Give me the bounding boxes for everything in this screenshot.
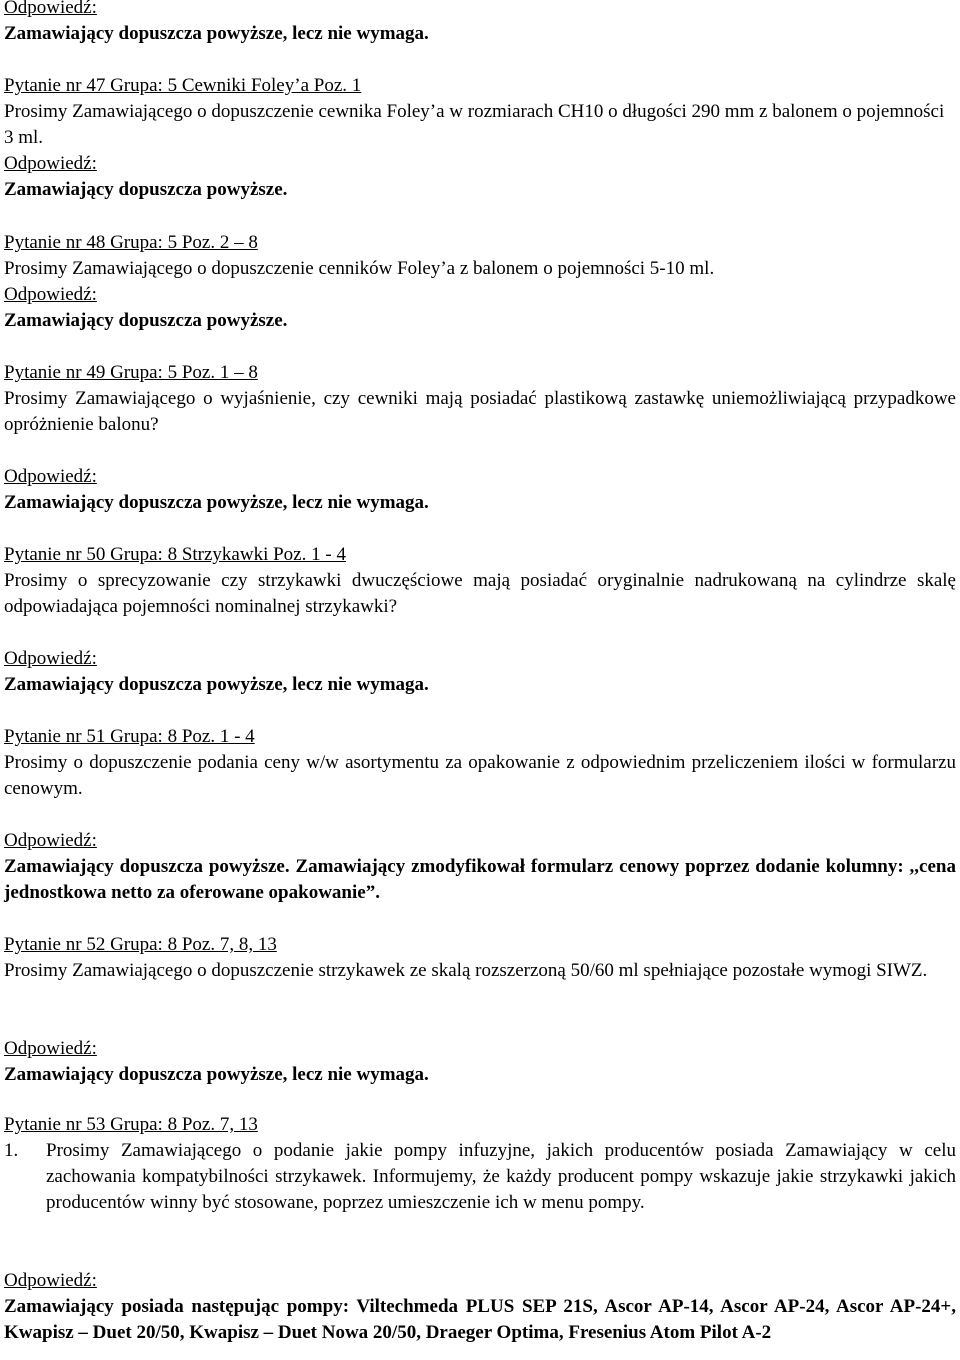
answer-50-block [4, 646, 956, 698]
question-text: Prosimy o dopuszczenie podania ceny w/w asortymentu za opakowanie z odpowiednim przeliczeniem ilości w formularzu cenowym. [4, 752, 956, 799]
question-text: Prosimy Zamawiającego o dopuszczenie strzykawek ze skalą rozszerzoną 50/60 ml spełniające pozostałe wymogi SIWZ. [4, 960, 928, 981]
question-heading: Pytanie nr 52 Grupa: 8 Poz. 7, 8, 13 [4, 934, 277, 955]
answer-label: Odpowiedź: [4, 284, 97, 305]
question-heading: Pytanie nr 51 Grupa: 8 Poz. 1 - 4 [4, 726, 255, 747]
answer-text: Zamawiający dopuszcza powyższe, lecz nie wymaga. [4, 1064, 429, 1085]
question-52-block [4, 932, 956, 984]
answer-label: Odpowiedź: [4, 648, 97, 669]
question-text: Prosimy Zamawiającego o dopuszczenie cewnika Foley’a w rozmiarach CH10 o długości 290 mm z balonem o pojemności 3 ml. [4, 101, 945, 148]
previous-answer-block [4, 0, 956, 47]
answer-label: Odpowiedź: [4, 830, 97, 851]
answer-text: Zamawiający dopuszcza powyższe. [4, 310, 288, 331]
answer-49-block [4, 464, 956, 516]
answer-label: Odpowiedź: [4, 0, 97, 18]
question-heading: Pytanie nr 49 Grupa: 5 Poz. 1 – 8 [4, 362, 258, 383]
answer-52-block [4, 1036, 956, 1088]
question-51-block [4, 724, 956, 802]
answer-51-block [4, 828, 956, 906]
answer-text: Zamawiający dopuszcza powyższe. [4, 179, 288, 200]
question-heading: Pytanie nr 53 Grupa: 8 Poz. 7, 13 [4, 1114, 258, 1135]
question-heading: Pytanie nr 50 Grupa: 8 Strzykawki Poz. 1 - 4 [4, 544, 346, 565]
list-item-number: 1. [4, 1140, 19, 1161]
answer-label: Odpowiedź: [4, 466, 97, 487]
answer-label: Odpowiedź: [4, 1270, 97, 1291]
question-48-block [4, 230, 956, 334]
question-text: Prosimy Zamawiającego o wyjaśnienie, czy cewniki mają posiadać plastikową zastawkę uniemożliwiającą przypadkowe opróżnienie balonu? [4, 388, 956, 435]
question-53-list-item [4, 1138, 956, 1216]
answer-label: Odpowiedź: [4, 153, 97, 174]
answer-label: Odpowiedź: [4, 1038, 97, 1059]
answer-text: Zamawiający posiada następując pompy: Viltechmeda PLUS SEP 21S, Ascor AP-14, Ascor AP-24, Ascor AP-24+, Kwapisz – Duet 20/50, Kwapisz – Duet Nowa 20/50, Draeger Optima, Fresenius Atom Pilot A-2 [4, 1296, 956, 1343]
answer-53-block [4, 1268, 956, 1346]
question-text: Prosimy o sprecyzowanie czy strzykawki dwuczęściowe mają posiadać oryginalnie nadrukowaną na cylindrze skalę odpowiadająca pojemności nominalnej strzykawki? [4, 570, 956, 617]
answer-text: Zamawiający dopuszcza powyższe, lecz nie wymaga. [4, 492, 429, 513]
answer-text: Zamawiający dopuszcza powyższe, lecz nie wymaga. [4, 674, 429, 695]
question-text: Prosimy Zamawiającego o dopuszczenie cenników Foley’a z balonem o pojemności 5-10 ml. [4, 258, 715, 279]
question-heading: Pytanie nr 47 Grupa: 5 Cewniki Foley’a Poz. 1 [4, 75, 362, 96]
answer-text: Zamawiający dopuszcza powyższe, lecz nie wymaga. [4, 23, 429, 44]
question-heading: Pytanie nr 48 Grupa: 5 Poz. 2 – 8 [4, 232, 258, 253]
question-53-heading-block [4, 1112, 956, 1138]
question-50-block [4, 542, 956, 620]
question-47-block [4, 73, 956, 203]
answer-text: Zamawiający dopuszcza powyższe. Zamawiający zmodyfikował formularz cenowy poprzez dodanie kolumny: ,,cena jednostkowa netto za oferowane opakowanie”. [4, 856, 956, 903]
question-text: Prosimy Zamawiającego o podanie jakie pompy infuzyjne, jakich producentów posiada Zamawiający w celu zachowania kompatybilności strzykawek. Informujemy, że każdy producent pompy wskazuje jakie strzykawki jakich producentów winny być stosowane, poprzez umieszczenie ich w menu pompy. [46, 1140, 956, 1213]
question-49-block [4, 360, 956, 438]
